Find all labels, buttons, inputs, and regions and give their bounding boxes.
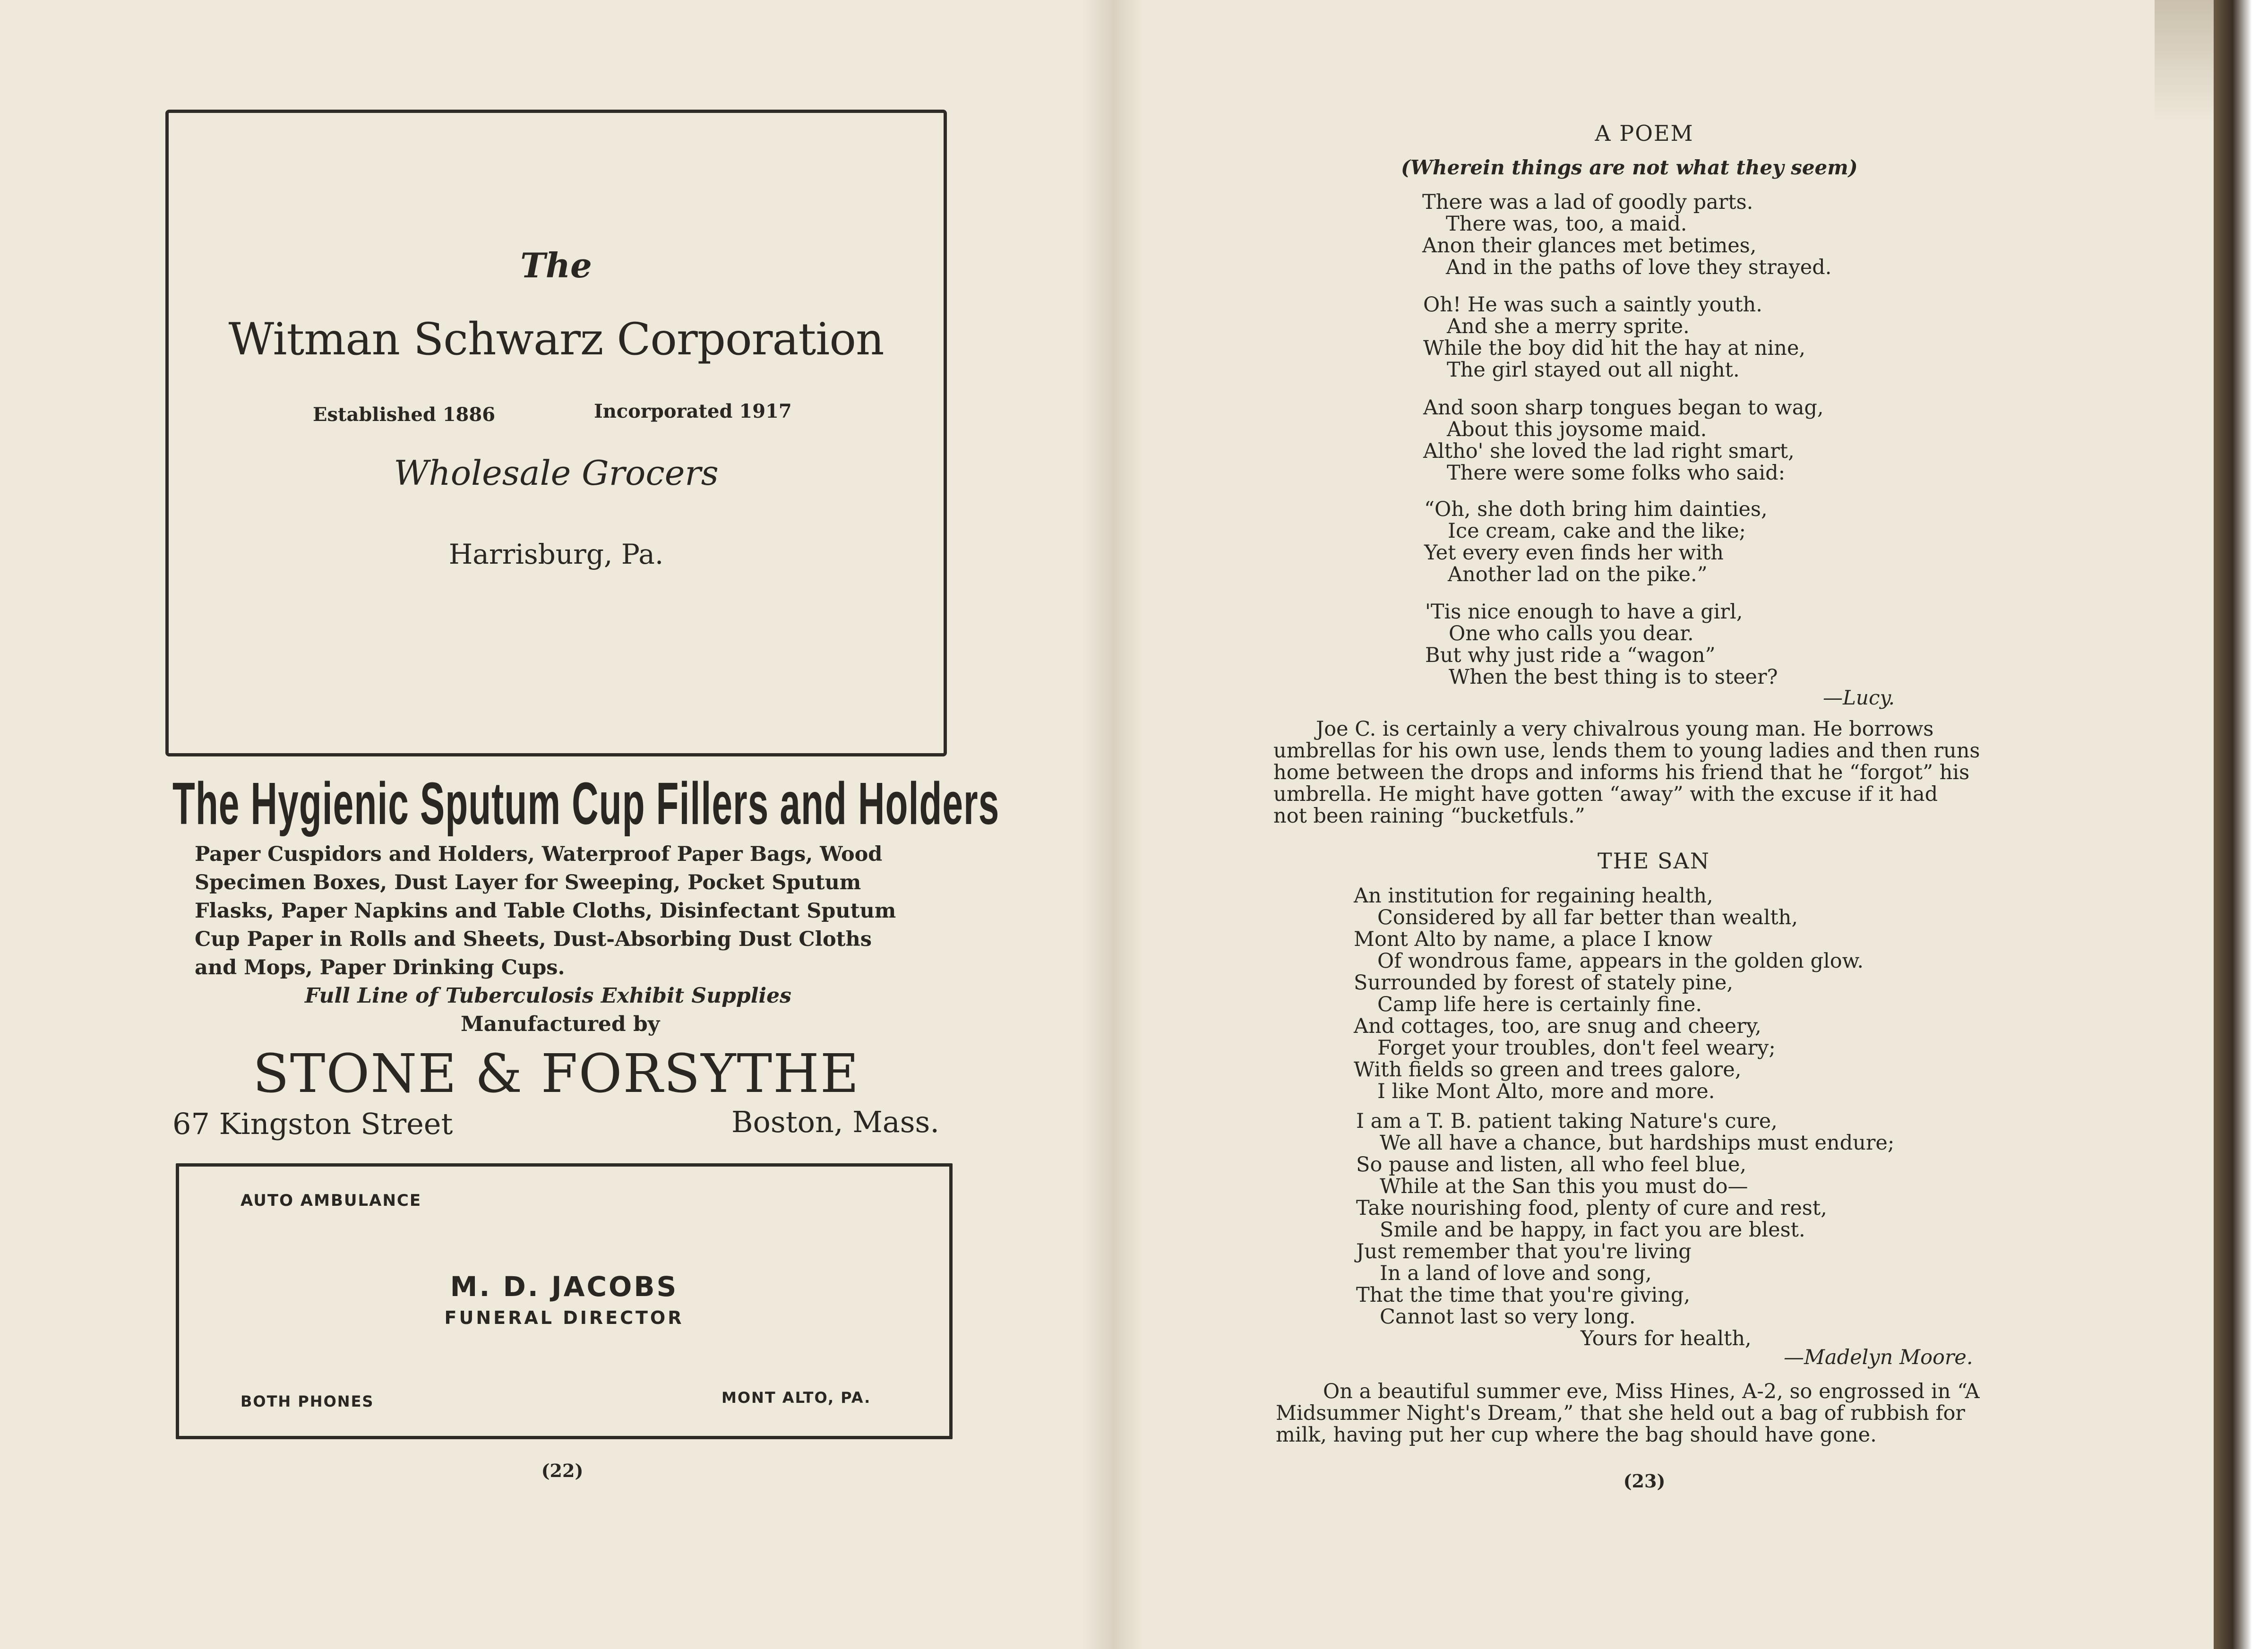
poem-line: Camp life here is certainly fine. (1377, 993, 1702, 1016)
stone-description-line: Specimen Boxes, Dust Layer for Sweeping, Pocket Sputum (195, 871, 861, 894)
poem-line: There were some folks who said: (1447, 461, 1786, 485)
poem-line: “Oh, she doth bring him dainties, (1424, 498, 1768, 521)
poem-line: With fields so green and trees galore, (1354, 1058, 1742, 1082)
paragraph-line: On a beautiful summer eve, Miss Hines, A-2, so engrossed in “A (1323, 1380, 1980, 1403)
page-number-right: (23) (1623, 1470, 1666, 1492)
the-ornament: The (520, 245, 592, 285)
poem-line: Altho' she loved the lad right smart, (1423, 439, 1795, 463)
poem-line: The girl stayed out all night. (1447, 358, 1740, 382)
tuberculosis-supplies: Full Line of Tuberculosis Exhibit Supplies (305, 984, 791, 1008)
book-edge (2214, 0, 2268, 1649)
poem-line: I am a T. B. patient taking Nature's cure, (1356, 1109, 1778, 1133)
stone-description (195, 840, 932, 982)
witman-location: Harrisburg, Pa. (448, 538, 664, 570)
paragraph-line: not been raining “bucketfuls.” (1273, 804, 1585, 828)
san-title: THE SAN (1598, 848, 1710, 874)
poem-stanza-3 (1423, 397, 1824, 484)
paragraph-line: umbrellas for his own use, lends them to young ladies and then runs (1273, 739, 1980, 763)
sputum-cup-headline: The Hygienic Sputum Cup Fillers and Holders (172, 770, 1000, 837)
page-number-left: (22) (541, 1460, 584, 1481)
poem-author: —Lucy. (1823, 686, 1895, 709)
witman-schwarz-ad (165, 110, 947, 756)
wholesale-grocers: Wholesale Grocers (394, 453, 719, 493)
poem-line: But why just ride a “wagon” (1425, 644, 1716, 667)
jacobs-ad (176, 1163, 953, 1439)
poem-line: And she a merry sprite. (1447, 315, 1690, 338)
paragraph-line: milk, having put her cup where the bag should have gone. (1276, 1423, 1877, 1447)
san-stanza-1 (1354, 885, 1864, 1102)
paragraph-line: home between the drops and informs his friend that he “forgot” his (1273, 761, 1970, 784)
poem-line: There was, too, a maid. (1446, 212, 1687, 236)
poem-line: One who calls you dear. (1449, 622, 1694, 645)
witman-company-name: Witman Schwarz Corporation (228, 314, 884, 365)
paragraph-line: umbrella. He might have gotten “away” with the excuse if it had (1273, 782, 1938, 806)
poem-stanza-2 (1423, 294, 1805, 381)
stone-forsythe-name: STONE & FORSYTHE (253, 1043, 860, 1105)
poem-line: Forget your troubles, don't feel weary; (1377, 1036, 1776, 1060)
san-stanza-2 (1356, 1110, 1894, 1328)
poem-line: About this joysome maid. (1447, 418, 1707, 441)
poem-stanza-5 (1425, 601, 1778, 688)
joe-paragraph (1273, 718, 1980, 827)
poem-line: Another lad on the pike.” (1448, 563, 1708, 586)
poem-line: And cottages, too, are snug and cheery, (1354, 1014, 1761, 1038)
poem-line: 'Tis nice enough to have a girl, (1425, 600, 1743, 624)
stone-description-line: and Mops, Paper Drinking Cups. (195, 956, 565, 979)
stone-address: 67 Kingston Street (172, 1107, 453, 1141)
san-author: —Madelyn Moore. (1784, 1346, 1973, 1369)
jacobs-name: M. D. JACOBS (450, 1271, 679, 1303)
poem-line: Anon their glances met betimes, (1422, 234, 1757, 258)
manufactured-by: Manufactured by (461, 1012, 660, 1036)
poem-line: So pause and listen, all who feel blue, (1356, 1153, 1747, 1177)
poem-line: There was a lad of goodly parts. (1422, 190, 1753, 214)
paragraph-line: Midsummer Night's Dream,” that she held out a bag of rubbish for (1276, 1401, 1965, 1425)
poem-line: And soon sharp tongues began to wag, (1423, 396, 1824, 420)
hines-paragraph (1276, 1381, 1980, 1446)
poem-stanza-1 (1422, 191, 1831, 278)
book-gutter (1082, 0, 1143, 1649)
poem-title: A POEM (1595, 120, 1694, 146)
stone-description-line: Cup Paper in Rolls and Sheets, Dust-Absorbing Dust Cloths (195, 928, 872, 951)
poem-line: Take nourishing food, plenty of cure and rest, (1356, 1196, 1827, 1220)
jacobs-location: MONT ALTO, PA. (722, 1389, 871, 1407)
poem-line: In a land of love and song, (1380, 1262, 1652, 1285)
poem-line: And in the paths of love they strayed. (1446, 256, 1832, 279)
page-edge-shadow (2155, 0, 2221, 123)
poem-line: Oh! He was such a saintly youth. (1423, 293, 1762, 317)
poem-line: I like Mont Alto, more and more. (1377, 1080, 1715, 1103)
poem-line: Smile and be happy, in fact you are blest. (1380, 1218, 1805, 1242)
poem-line: That the time that you're giving, (1356, 1283, 1691, 1307)
poem-stanza-4 (1424, 498, 1768, 585)
poem-line: An institution for regaining health, (1354, 884, 1713, 908)
poem-line: Cannot last so very long. (1380, 1305, 1636, 1329)
auto-ambulance: AUTO AMBULANCE (241, 1191, 422, 1210)
poem-line: Of wondrous fame, appears in the golden glow. (1377, 949, 1864, 973)
funeral-director: FUNERAL DIRECTOR (444, 1307, 684, 1328)
poem-line: Yet every even finds her with (1424, 541, 1724, 565)
poem-line: When the best thing is to steer? (1449, 665, 1778, 689)
both-phones: BOTH PHONES (241, 1392, 374, 1410)
stone-description-line: Flasks, Paper Napkins and Table Cloths, Disinfectant Sputum (195, 899, 896, 923)
poem-line: We all have a chance, but hardships must endure; (1380, 1131, 1895, 1155)
poem-subtitle: (Wherein things are not what they seem) (1401, 156, 1858, 179)
stone-city: Boston, Mass. (731, 1105, 940, 1139)
incorporated-date: Incorporated 1917 (594, 400, 792, 422)
poem-line: While the boy did hit the hay at nine, (1423, 336, 1806, 360)
poem-line: Surrounded by forest of stately pine, (1354, 971, 1733, 995)
paragraph-line: Joe C. is certainly a very chivalrous young man. He borrows (1316, 717, 1934, 741)
stone-description-line: Paper Cuspidors and Holders, Waterproof Paper Bags, Wood (195, 842, 883, 866)
san-closing: Yours for health, (1581, 1327, 1752, 1350)
poem-line: While at the San this you must do— (1380, 1175, 1748, 1198)
poem-line: Mont Alto by name, a place I know (1354, 928, 1713, 951)
established-date: Established 1886 (313, 404, 496, 426)
poem-line: Considered by all far better than wealth, (1377, 906, 1798, 929)
poem-line: Ice cream, cake and the like; (1448, 519, 1746, 543)
poem-line: Just remember that you're living (1356, 1240, 1692, 1263)
